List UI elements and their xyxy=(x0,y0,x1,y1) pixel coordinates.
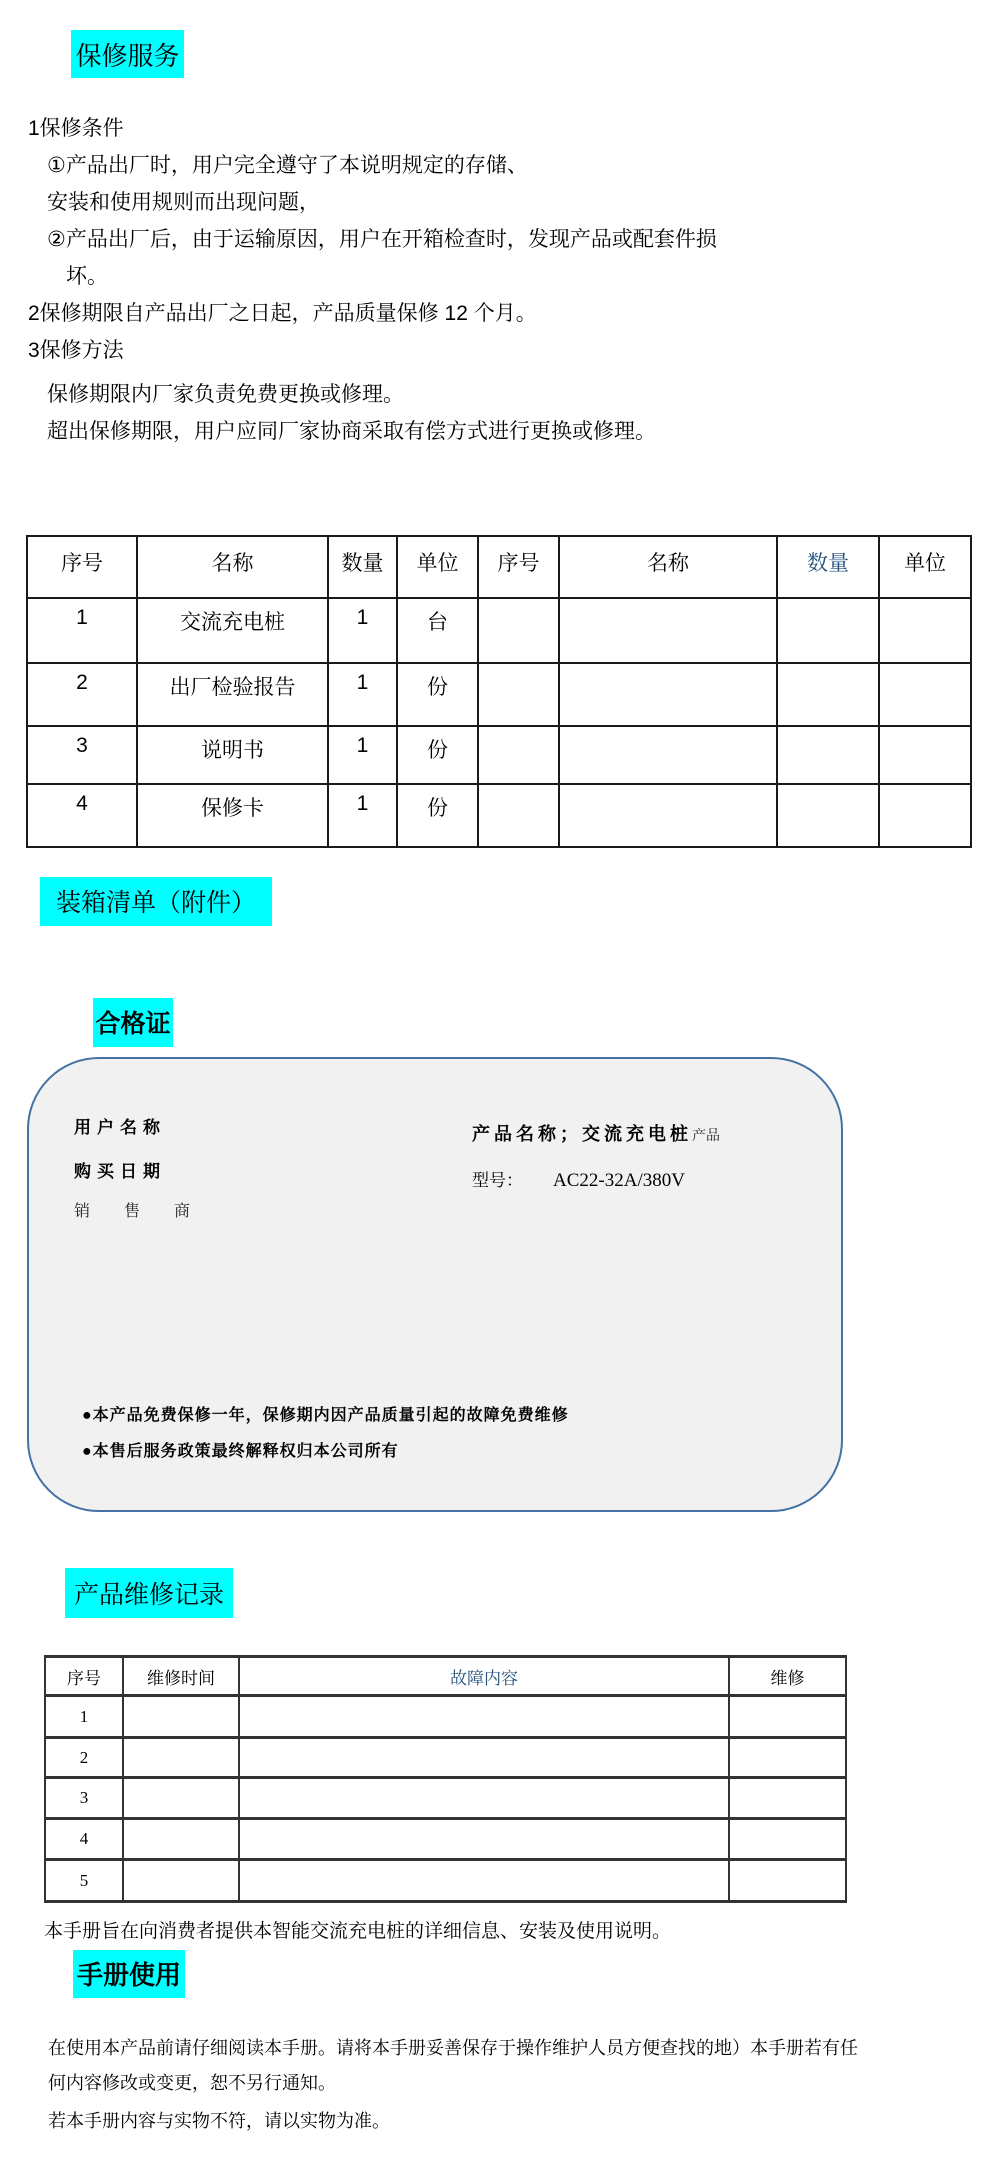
certificate-seller-label: 销 售 商 xyxy=(74,1203,206,1220)
certificate-user-label: 用户名称 xyxy=(74,1118,166,1137)
packing-cell xyxy=(478,598,559,663)
manual-usage-heading: 手册使用 xyxy=(73,1950,185,1998)
manual-paragraph-line: 在使用本产品前请仔细阅读本手册。请将本手册妥善保存于操作维护人员方便查找的地）本手册若有任 xyxy=(48,2038,858,2058)
repair-cell xyxy=(729,1860,846,1902)
repair-row xyxy=(45,1738,846,1778)
packing-cell: 1 xyxy=(328,663,397,726)
certificate-bullet: ●本售后服务政策最终解释权归本公司所有 xyxy=(82,1443,399,1460)
certificate-product-line xyxy=(472,1120,720,1146)
packing-list-table xyxy=(26,535,972,848)
repair-cell xyxy=(239,1696,729,1738)
packing-header-row xyxy=(27,536,971,598)
packing-cell: 说明书 xyxy=(137,726,328,784)
repair-cell xyxy=(239,1819,729,1860)
certificate-bullet: ●本产品免费保修一年，保修期内因产品质量引起的故障免费维修 xyxy=(82,1407,569,1424)
certificate-heading: 合格证 xyxy=(93,998,173,1047)
warranty-line: 超出保修期限，用户应同厂家协商采取有偿方式进行更换或修理。 xyxy=(47,420,656,443)
warranty-line: 安装和使用规则而出现问题， xyxy=(47,191,320,214)
certificate-model-value: AC22-32A/380V xyxy=(553,1170,685,1191)
repair-cell xyxy=(123,1778,239,1819)
packing-header-cell: 名称 xyxy=(559,536,777,598)
packing-cell xyxy=(559,784,777,847)
packing-cell xyxy=(777,598,879,663)
packing-cell xyxy=(478,784,559,847)
packing-cell xyxy=(559,663,777,726)
certificate-model-line xyxy=(472,1166,685,1192)
packing-cell: 3 xyxy=(27,726,137,784)
warranty-line: 2保修期限自产品出厂之日起，产品质量保修 12 个月。 xyxy=(28,302,537,325)
packing-list-heading: 装箱清单（附件） xyxy=(40,877,272,926)
certificate-product-suffix: 产品 xyxy=(692,1129,720,1144)
repair-row-number: 4 xyxy=(45,1819,123,1860)
repair-header-cell: 维修 xyxy=(729,1657,846,1696)
repair-header-cell: 维修时间 xyxy=(123,1657,239,1696)
packing-cell: 1 xyxy=(27,598,137,663)
repair-row-number: 5 xyxy=(45,1860,123,1902)
repair-row xyxy=(45,1819,846,1860)
packing-cell: 份 xyxy=(397,784,478,847)
packing-cell xyxy=(879,663,971,726)
packing-cell: 出厂检验报告 xyxy=(137,663,328,726)
repair-header-cell-fault: 故障内容 xyxy=(239,1657,729,1696)
packing-cell: 台 xyxy=(397,598,478,663)
repair-cell xyxy=(729,1778,846,1819)
packing-row xyxy=(27,598,971,663)
packing-cell xyxy=(879,598,971,663)
certificate-date-label: 购买日期 xyxy=(74,1162,166,1181)
packing-cell xyxy=(879,784,971,847)
repair-row xyxy=(45,1696,846,1738)
packing-header-cell: 名称 xyxy=(137,536,328,598)
repair-record-table xyxy=(44,1655,847,1903)
repair-cell xyxy=(239,1778,729,1819)
repair-row-number: 3 xyxy=(45,1778,123,1819)
packing-row xyxy=(27,726,971,784)
repair-cell xyxy=(729,1738,846,1778)
repair-record-heading: 产品维修记录 xyxy=(65,1568,233,1618)
manual-paragraph-line: 若本手册内容与实物不符，请以实物为准。 xyxy=(48,2111,390,2131)
packing-cell xyxy=(777,663,879,726)
warranty-line: 保修期限内厂家负责免费更换或修理。 xyxy=(47,383,404,406)
certificate-box xyxy=(27,1057,843,1512)
packing-cell xyxy=(478,726,559,784)
packing-cell: 交流充电桩 xyxy=(137,598,328,663)
packing-cell xyxy=(559,726,777,784)
packing-cell: 2 xyxy=(27,663,137,726)
packing-cell: 1 xyxy=(328,598,397,663)
packing-row xyxy=(27,784,971,847)
packing-cell: 4 xyxy=(27,784,137,847)
packing-cell: 1 xyxy=(328,726,397,784)
repair-cell xyxy=(123,1860,239,1902)
repair-cell xyxy=(729,1819,846,1860)
packing-cell: 份 xyxy=(397,726,478,784)
repair-row-number: 2 xyxy=(45,1738,123,1778)
repair-cell xyxy=(729,1696,846,1738)
packing-header-cell: 单位 xyxy=(879,536,971,598)
packing-row xyxy=(27,663,971,726)
repair-cell xyxy=(123,1696,239,1738)
warranty-text-block xyxy=(0,110,1000,450)
packing-header-cell-quantity-blue: 数量 xyxy=(777,536,879,598)
manual-intro-line: 本手册旨在向消费者提供本智能交流充电桩的详细信息、安装及使用说明。 xyxy=(44,1921,672,1942)
packing-header-cell: 数量 xyxy=(328,536,397,598)
warranty-line: ①产品出厂时，用户完全遵守了本说明规定的存储、 xyxy=(47,154,528,177)
packing-cell: 保修卡 xyxy=(137,784,328,847)
warranty-line: ②产品出厂后，由于运输原因，用户在开箱检查时，发现产品或配套件损 xyxy=(47,228,717,251)
packing-header-cell: 单位 xyxy=(397,536,478,598)
certificate-model-label: 型号： xyxy=(472,1171,523,1190)
repair-cell xyxy=(239,1860,729,1902)
repair-cell xyxy=(239,1738,729,1778)
repair-row-number: 1 xyxy=(45,1696,123,1738)
packing-cell xyxy=(777,784,879,847)
repair-header-row xyxy=(45,1657,846,1696)
warranty-line: 坏。 xyxy=(66,265,108,288)
warranty-line: 3保修方法 xyxy=(28,339,124,362)
packing-header-cell: 序号 xyxy=(478,536,559,598)
warranty-service-heading: 保修服务 xyxy=(71,30,184,78)
manual-paragraph-line: 何内容修改或变更，恕不另行通知。 xyxy=(48,2073,336,2093)
warranty-line: 1保修条件 xyxy=(28,117,124,140)
repair-header-cell: 序号 xyxy=(45,1657,123,1696)
repair-cell xyxy=(123,1738,239,1778)
packing-cell xyxy=(879,726,971,784)
certificate-product-label: 产品名称；交流充电桩 xyxy=(472,1124,692,1144)
packing-header-cell: 序号 xyxy=(27,536,137,598)
packing-cell xyxy=(478,663,559,726)
repair-row xyxy=(45,1778,846,1819)
packing-cell xyxy=(777,726,879,784)
repair-cell xyxy=(123,1819,239,1860)
packing-cell: 份 xyxy=(397,663,478,726)
repair-row xyxy=(45,1860,846,1902)
packing-cell xyxy=(559,598,777,663)
packing-cell: 1 xyxy=(328,784,397,847)
